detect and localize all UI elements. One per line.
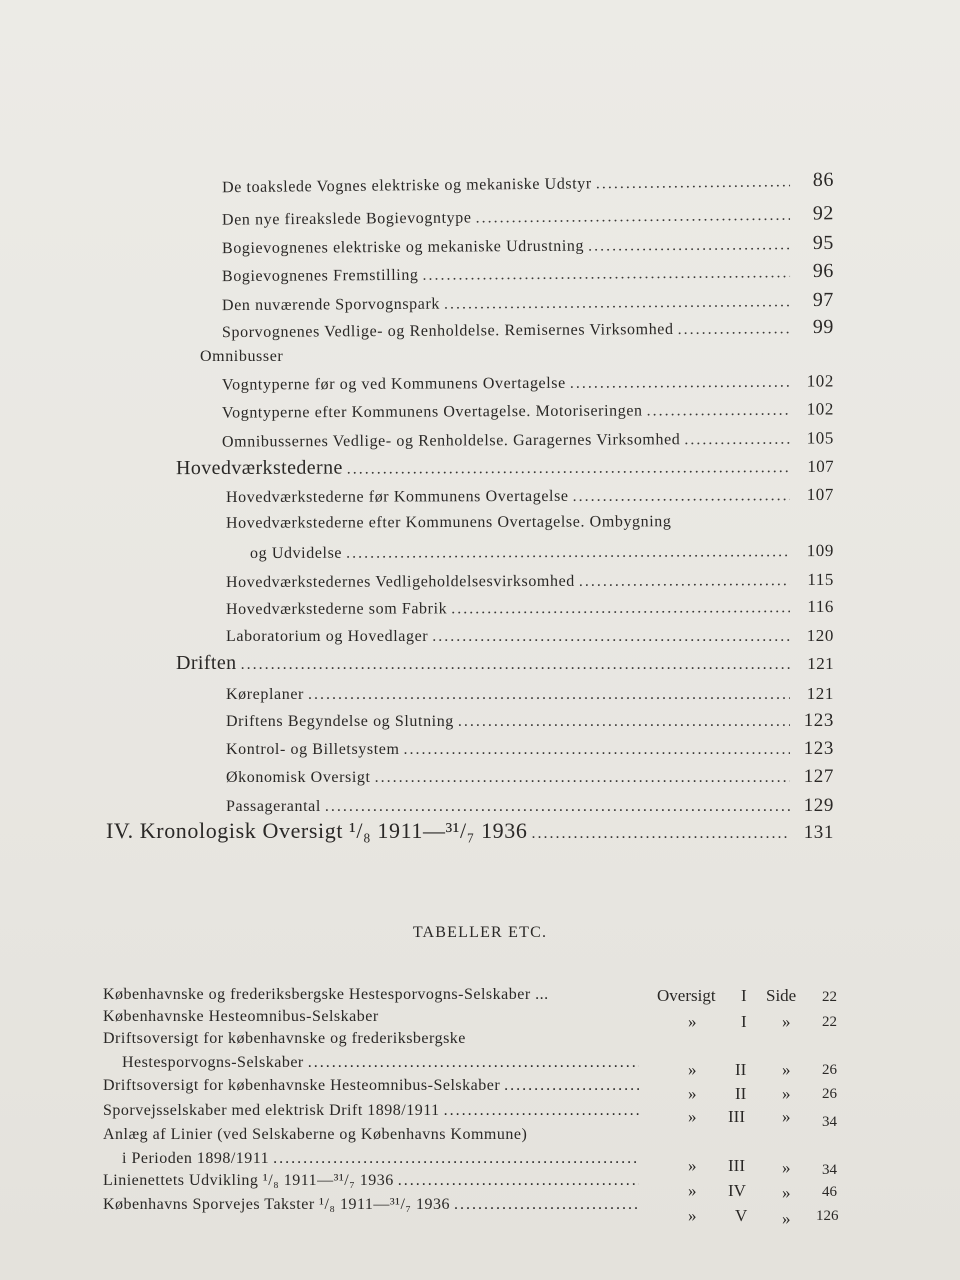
table-row-page: 46 [822, 1184, 837, 1200]
toc-entry [226, 570, 834, 592]
leader-dots [573, 487, 790, 506]
toc-section-title: Hovedværkstederne [175, 456, 343, 480]
table-row-ditto: » [782, 1012, 791, 1031]
toc-entry-title: Bogievognenes elektriske og mekaniske Udrustning [221, 237, 585, 258]
toc-entry [226, 766, 834, 788]
toc-entry [250, 541, 834, 563]
toc-section-page: 107 [807, 456, 835, 476]
leader-dots [570, 374, 790, 393]
toc-entry-title: Hovedværkstederne som Fabrik [225, 600, 448, 619]
table-row-roman: III [728, 1156, 745, 1175]
table-row-title: Sporvejsselskaber med elektrisk Drift 1898/1911 [103, 1102, 440, 1119]
toc-entry-title: Laboratorium og Hovedlager [226, 628, 429, 645]
table-row [103, 1172, 643, 1190]
table-row-ditto: » [782, 1158, 791, 1177]
toc-entry-title: Køreplaner [226, 686, 304, 703]
table-row-page: 34 [822, 1114, 837, 1130]
toc-entry-page: 95 [812, 231, 835, 255]
toc-entry-title: Vogntyperne før og ved Kommunens Overtagelse [221, 374, 566, 394]
table-row-page: 22 [822, 989, 837, 1005]
toc-entry [226, 485, 834, 507]
toc-entry-title-line1: Hovedværkstederne efter Kommunens Overtagelse. Ombygning [225, 513, 672, 532]
toc-entry-title: Passagerantal [226, 798, 321, 815]
leader-dots [579, 572, 790, 591]
table-row-roman: IV [728, 1181, 746, 1200]
leader-dots [325, 798, 790, 816]
leader-dots [458, 713, 790, 731]
toc-section [176, 652, 834, 675]
leader-dots [596, 173, 790, 193]
toc-chapter-page: 131 [803, 822, 834, 843]
toc-entry [226, 626, 834, 646]
toc-entry [222, 169, 834, 198]
table-row-title: Københavnske og frederiksbergske Hestesporvogns-Selskaber ... [103, 986, 549, 1003]
toc-entry-title: Omnibussernes Vedlige- og Renholdelse. Garagernes Virksomhed [221, 431, 681, 451]
table-row-title: Driftsoversigt for københavnske og frederiksbergske [103, 1030, 466, 1047]
toc-entry-page: 109 [806, 540, 835, 561]
column-label-oversigt: Oversigt [657, 986, 716, 1005]
toc-entry-page: 120 [806, 626, 834, 645]
table-row-page: 34 [822, 1162, 837, 1178]
table-row-page: 26 [822, 1062, 837, 1078]
table-row-roman: II [735, 1084, 747, 1103]
leader-dots [347, 459, 790, 479]
toc-section-omnibusser: Omnibusser [200, 348, 284, 365]
table-row [122, 1054, 643, 1072]
toc-entry-title: Den nuværende Sporvognspark [221, 295, 441, 315]
toc-entry-page: 97 [812, 288, 835, 312]
toc-entry-page: 86 [812, 168, 835, 192]
table-row-roman: V [735, 1206, 748, 1225]
leader-dots [647, 402, 790, 421]
table-row-ditto: » [688, 1012, 697, 1031]
leader-dots [531, 825, 790, 843]
table-row-ditto: » [782, 1060, 791, 1079]
toc-entry [222, 260, 834, 287]
toc-entry-title: Kontrol- og Billetsystem [226, 741, 400, 758]
table-row [103, 986, 643, 1004]
toc-entry [222, 399, 834, 422]
toc-entry-title: Bogievognenes Fremstilling [221, 266, 419, 286]
leader-dots [241, 656, 790, 674]
toc-entry-page: 116 [807, 596, 835, 617]
toc-entry [222, 232, 834, 259]
toc-entry-page: 127 [803, 766, 834, 787]
leader-dots [444, 1102, 639, 1120]
leader-dots [454, 1196, 639, 1214]
toc-entry-title: Økonomisk Oversigt [226, 769, 371, 786]
table-row-roman: III [728, 1107, 745, 1126]
tables-heading: TABELLER ETC. [412, 924, 548, 941]
toc-entry [226, 738, 834, 760]
leader-dots [678, 320, 791, 339]
toc-entry-page: 96 [812, 259, 835, 283]
column-label-side: Side [766, 986, 797, 1005]
table-row-ditto: » [688, 1206, 697, 1225]
leader-dots [504, 1077, 639, 1095]
toc-section-page: 121 [807, 654, 834, 673]
toc-entry-title: og Udvidelse [249, 544, 343, 563]
leader-dots [273, 1150, 639, 1168]
leader-dots [308, 1054, 639, 1072]
table-row-title: Københavnske Hesteomnibus-Selskaber [103, 1008, 379, 1025]
toc-entry [226, 710, 834, 732]
table-row-title: Hestesporvogns-Selskaber [122, 1054, 304, 1071]
table-row-roman: I [741, 1012, 747, 1031]
toc-entry-page: 92 [812, 202, 835, 225]
table-row-ditto: » [782, 1107, 791, 1126]
table-row-title: Driftsoversigt for københavnske Hesteomnibus-Selskaber [103, 1077, 501, 1094]
toc-chapter-title: IV. Kronologisk Oversigt ¹/₈ 1911—³¹/₇ 1936 [106, 818, 528, 843]
table-row-ditto: » [688, 1156, 697, 1175]
table-row-ditto: » [782, 1183, 791, 1202]
leader-dots [451, 599, 790, 618]
toc-entry-page: 115 [807, 569, 835, 590]
table-row [122, 1150, 643, 1168]
toc-entry-title: Driftens Begyndelse og Slutning [226, 713, 454, 730]
table-row-ditto: » [688, 1084, 697, 1103]
leader-dots [444, 293, 790, 313]
table-row-roman: II [735, 1060, 747, 1079]
toc-entry [226, 684, 834, 704]
toc-entry [222, 428, 834, 451]
table-row-title: Linienettets Udvikling ¹/₈ 1911—³¹/₇ 1936 [103, 1172, 394, 1189]
table-row-ditto: » [688, 1060, 697, 1079]
table-row-page: 22 [822, 1014, 837, 1030]
table-row-ditto: » [688, 1181, 697, 1200]
table-row [103, 1008, 643, 1026]
toc-entry-title: Hovedværkstedernes Vedligeholdelsesvirksomhed [225, 572, 575, 592]
leader-dots [398, 1172, 639, 1190]
leader-dots [432, 628, 790, 646]
toc-entry [226, 795, 834, 817]
toc-entry-title: Den nye fireakslede Bogievogntype [221, 209, 472, 229]
leader-dots [588, 236, 790, 255]
toc-entry-page: 129 [803, 795, 834, 816]
toc-entry-title: Sporvognenes Vedlige- og Renholdelse. Remisernes Virksomhed [221, 320, 674, 342]
table-row-page: 126 [816, 1208, 839, 1224]
table-row [103, 1102, 643, 1120]
table-row-title: Københavns Sporvejes Takster ¹/₈ 1911—³¹/₇ 1936 [103, 1196, 450, 1213]
table-row-ditto: » [688, 1107, 697, 1126]
leader-dots [404, 741, 790, 759]
toc-entry-page: 123 [803, 710, 834, 731]
table-row-ditto: » [782, 1084, 791, 1103]
toc-entry-page: 105 [806, 428, 835, 448]
toc-entry-page: 99 [812, 315, 835, 339]
toc-entry [222, 316, 834, 343]
toc-entry-page: 107 [806, 484, 835, 505]
leader-dots [308, 686, 790, 704]
toc-entry [222, 371, 834, 394]
leader-dots [684, 431, 790, 450]
table-row [103, 1077, 643, 1095]
toc-section [176, 455, 834, 480]
table-row [103, 1126, 643, 1144]
toc-entry [222, 289, 834, 316]
toc-entry-page: 102 [806, 399, 835, 419]
leader-dots [475, 207, 790, 228]
toc-entry [222, 202, 834, 230]
leader-dots [346, 543, 790, 563]
toc-entry-title: Hovedværkstederne før Kommunens Overtagelse [225, 487, 569, 507]
table-row-page: 26 [822, 1086, 837, 1102]
toc-section-title: Driften [176, 652, 237, 674]
toc-entry [226, 597, 834, 619]
table-row [103, 1030, 643, 1048]
table-row [103, 1196, 643, 1214]
leader-dots [375, 769, 790, 787]
toc-entry-title: Vogntyperne efter Kommunens Overtagelse. Motoriseringen [221, 402, 643, 422]
leader-dots [422, 264, 790, 285]
toc-chapter [106, 818, 834, 844]
toc-entry-page: 121 [806, 684, 834, 703]
toc-entry-page: 123 [803, 738, 834, 759]
table-row-title: i Perioden 1898/1911 [122, 1150, 270, 1167]
table-row-roman: I [741, 986, 747, 1005]
toc-entry-title: De toakslede Vognes elektriske og mekaniske Udstyr [221, 175, 592, 197]
table-row-ditto: » [782, 1209, 791, 1228]
toc-entry-page: 102 [806, 371, 835, 391]
table-row-title: Anlæg af Linier (ved Selskaberne og Københavns Kommune) [103, 1126, 528, 1143]
